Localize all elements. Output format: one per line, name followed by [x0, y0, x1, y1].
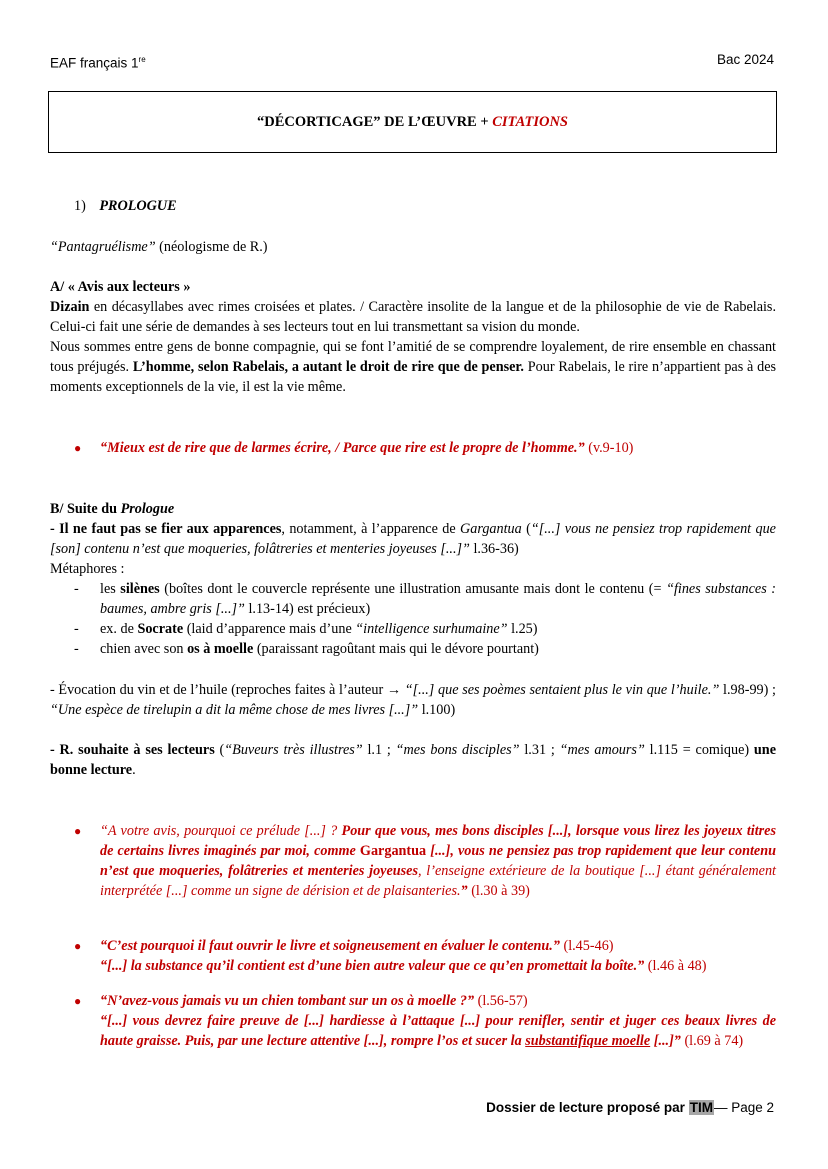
- quote-substance-ref: (l.46 à 48): [644, 958, 707, 974]
- wish-quote-3: “mes amours”: [559, 742, 645, 758]
- metaphores-label: Métaphores :: [50, 561, 125, 577]
- part-b: [50, 499, 776, 579]
- wish-ref-1: l.1 ;: [362, 742, 396, 758]
- apparences-key-idea: Il ne faut pas se fier aux apparences: [59, 521, 282, 537]
- list-item: [50, 619, 776, 639]
- pantagruelisme-note: (néologisme de R.): [155, 239, 268, 255]
- wish-ref-3: l.115 = comique): [644, 742, 754, 758]
- section-number: 1): [74, 198, 86, 214]
- page-footer: [486, 1098, 774, 1118]
- metaphor-mid: (boîtes dont le couvercle représente une illustration amusante mais dont le contenu (=: [159, 581, 667, 597]
- metaphor-quote: “intelligence surhumaine”: [355, 621, 508, 637]
- substantifique-moelle: substantifique moelle: [525, 1033, 651, 1049]
- section-heading: [50, 196, 800, 216]
- quote-livre-text: “C’est pourquoi il faut ouvrir le livre et soigneusement en évaluer le contenu.”: [100, 938, 560, 954]
- section-title: PROLOGUE: [99, 198, 177, 214]
- quote-prelude-gargantua: Gargantua: [359, 843, 427, 859]
- footer-text: Dossier de lecture proposé par: [486, 1100, 689, 1115]
- quote-chien-text: “N’avez-vous jamais vu un chien tombant sur un os à moelle ?”: [100, 993, 475, 1009]
- metaphor-key: Socrate: [137, 621, 184, 637]
- quote-prelude-enseigne: , l’enseigne extérieure de la boutique [...] étant généralement interprétée [...] comme un signe de dérision et de plaisanteries.: [100, 863, 776, 899]
- quote-bullet-mieux: [50, 438, 776, 458]
- metaphor-mid: (laid d’apparence mais d’une: [183, 621, 356, 637]
- evocation-paragraph: [50, 680, 776, 720]
- wish-paragraph: [50, 740, 776, 780]
- pantagruelisme-term: “Pantagruélisme”: [50, 239, 156, 255]
- quote-moelle-ref: (l.69 à 74): [680, 1033, 744, 1049]
- quote-prelude-question: “A votre avis, pourquoi ce prélude [...] ?: [100, 823, 342, 839]
- evocation-ref-1: l.98-99) ;: [719, 682, 776, 698]
- dash-marker: -: [74, 581, 79, 597]
- bullet-dot-icon: ●: [74, 824, 82, 838]
- metaphor-list: [50, 579, 776, 659]
- quote-prelude-answer-end: [...], vous ne pensiez pas trop rapidement que leur contenu n’est que moqueries, folâtreries et menteries joyeuses: [100, 843, 776, 879]
- wish-text: (: [214, 742, 225, 758]
- quote-prelude-close: ”: [460, 883, 468, 899]
- author-badge: TIM: [689, 1100, 713, 1115]
- apparences-quote: “[...] vous ne pensiez trop rapidement que [son] contenu n’est que moqueries, folâtreries et menteries joyeuses [...]”: [50, 521, 776, 557]
- metaphor-key: silènes: [120, 581, 160, 597]
- page-number: — Page 2: [713, 1100, 774, 1115]
- quote-mieux-text: “Mieux est de rire que de larmes écrire, / Parce que rire est le propre de l’homme.”: [100, 440, 585, 456]
- quote-livre-ref: (l.45-46): [559, 938, 614, 954]
- bullet-dot-icon: ●: [74, 939, 82, 953]
- metaphor-quote: “fines substances : baumes, ambre gris [...]”: [100, 581, 777, 617]
- apparences-line: [50, 519, 776, 559]
- part-a-p2-key-idea: L’homme, selon Rabelais, a autant le droit de rire que de penser.: [132, 359, 524, 375]
- evocation-quote-1: “[...] que ses poèmes sentaient plus le vin que l’huile.”: [404, 682, 720, 698]
- bullet-dot-icon: ●: [74, 994, 82, 1008]
- gargantua-title: Gargantua: [460, 521, 522, 537]
- quote-moelle-close: [...]”: [650, 1033, 681, 1049]
- header-year: Bac 2024: [716, 52, 774, 67]
- header-superscript: re: [138, 55, 146, 64]
- pantagruelisme-line: [50, 237, 776, 257]
- apparences-text-2: (: [521, 521, 531, 537]
- wish-end: .: [132, 762, 136, 778]
- metaphor-pre: les: [100, 581, 121, 597]
- metaphor-key: os à moelle: [187, 641, 254, 657]
- quote-substance-text: “[...] la substance qu’il contient est d’une bien autre valeur que ce qu’en promettait la boîte.”: [100, 958, 645, 974]
- part-b-heading: [50, 501, 174, 517]
- metaphor-pre: ex. de: [100, 621, 138, 637]
- document-title-box: [48, 91, 777, 153]
- bullet-dot-icon: ●: [74, 441, 82, 455]
- apparences-text-1: , notamment, à l’apparence de: [281, 521, 460, 537]
- part-a: [50, 277, 776, 397]
- part-a-p2-end: Pour Rabelais, le rire n’appartient pas à des moments exceptionnels de la vie, il est la vie même.: [50, 359, 777, 395]
- quote-bullet-livre: [50, 936, 776, 976]
- wish-ref-2: l.31 ;: [519, 742, 560, 758]
- quote-bullet-prelude: [50, 821, 776, 901]
- metaphor-mid: (paraissant ragoûtant mais qui le dévore pourtant): [253, 641, 539, 657]
- metaphor-pre: chien avec son: [100, 641, 188, 657]
- document-title: “DÉCORTICAGE” DE L’ŒUVRE +: [257, 114, 493, 130]
- part-a-heading: A/ « Avis aux lecteurs »: [50, 279, 191, 295]
- quote-bullet-os: [50, 991, 776, 1051]
- dash-marker: -: [74, 621, 79, 637]
- wish-quote-2: “mes bons disciples”: [395, 742, 520, 758]
- quote-moelle-text: “[...] vous devrez faire preuve de [...] hardiesse à l’attaque [...] pour renifler, sentir et juger ces beaux livres de haute graisse. Puis, par une lecture attentive [...], rompre l’os et sucer la: [100, 1013, 776, 1049]
- header-subject-text: EAF français 1: [50, 55, 139, 71]
- list-item: [50, 639, 776, 659]
- quote-chien-ref: (l.56-57): [474, 993, 528, 1009]
- metaphor-post: l.13-14) est précieux): [244, 601, 371, 617]
- part-b-heading-italic: Prologue: [120, 501, 175, 517]
- part-a-paragraph-1: [50, 297, 776, 337]
- wish-key-idea: - R. souhaite à ses lecteurs: [50, 742, 215, 758]
- header-subject: [50, 50, 146, 74]
- list-item: [50, 579, 776, 619]
- dizain-term: Dizain: [50, 299, 90, 315]
- dash-marker: -: [50, 521, 60, 537]
- quote-prelude-ref: (l.30 à 39): [467, 883, 530, 899]
- evocation-text: - Évocation du vin et de l’huile (reproches faites à l’auteur →: [50, 682, 405, 698]
- evocation-quote-2: “Une espèce de tirelupin a dit la même chose de mes livres [...]”: [50, 702, 419, 718]
- part-a-paragraph-2: [50, 337, 776, 397]
- wish-key-idea-2: une bonne lecture: [50, 742, 776, 778]
- wish-quote-1: “Buveurs très illustres”: [224, 742, 363, 758]
- quote-prelude-answer: Pour que vous, mes bons disciples [...], lorsque vous lirez les joyeux titres de certains livres imaginés par moi, comme: [100, 823, 776, 859]
- evocation-ref-2: l.100): [418, 702, 456, 718]
- apparences-ref: l.36-36): [469, 541, 519, 557]
- part-a-p1-text: en décasyllabes avec rimes croisées et plates. / Caractère insolite de la langue et de la philosophie de vie de Rabelais. Celui-ci fait une série de demandes à ses lecteurs tout en lui transmettant sa vision du monde.: [50, 299, 776, 335]
- part-a-p2-start: Nous sommes entre gens de bonne compagnie, qui se font l’amitié de se comprendre loyalement, de rire ensemble en chassant tous préjugés.: [50, 339, 776, 375]
- quote-mieux-ref: (v.9-10): [584, 440, 634, 456]
- metaphor-post: l.25): [507, 621, 538, 637]
- dash-marker: -: [74, 641, 79, 657]
- part-b-heading-text: B/ Suite du: [50, 501, 121, 517]
- document-title-accent: CITATIONS: [492, 114, 568, 130]
